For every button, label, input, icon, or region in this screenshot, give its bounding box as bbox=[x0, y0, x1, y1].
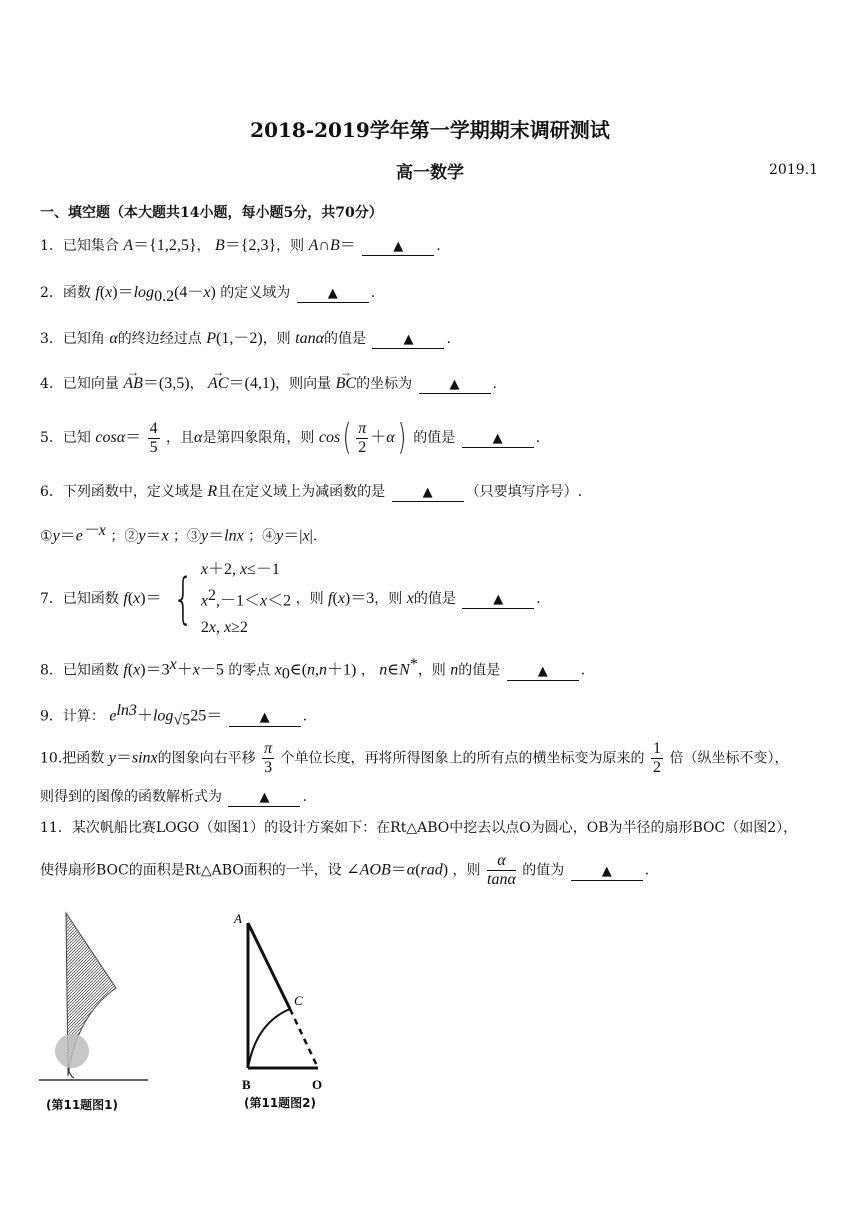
figure-1-caption: (第11题图1) bbox=[46, 1098, 119, 1112]
answer-blank-4[interactable]: ▲ bbox=[419, 377, 491, 394]
answer-blank-10[interactable]: ▲ bbox=[228, 790, 300, 807]
answer-blank-5[interactable]: ▲ bbox=[462, 431, 534, 448]
answer-blank-8[interactable]: ▲ bbox=[507, 664, 579, 681]
question-3: 3．已知角 α的终边经过点 P(1,－2)，则 tanα的值是 ▲ . bbox=[40, 330, 451, 347]
section-title: 一、填空题（本大题共14小题，每小题5分，共70分） bbox=[40, 205, 383, 221]
answer-blank-2[interactable]: ▲ bbox=[297, 286, 369, 303]
exam-subject: 高一数学 bbox=[396, 163, 464, 183]
answer-blank-7[interactable]: ▲ bbox=[462, 592, 534, 609]
label-c: C bbox=[294, 993, 303, 1008]
answer-blank-11[interactable]: ▲ bbox=[571, 864, 643, 881]
question-7: 7．已知函数 f(x)＝ { x＋2, x≤－1 $x^2,-1<x<2$ 2x, x≥2 ，则 f(x)＝3，则 x的值是 ▲ . bbox=[40, 561, 541, 636]
figure-2-triangle-diagram bbox=[228, 905, 338, 1095]
answer-blank-3[interactable]: ▲ bbox=[372, 332, 444, 349]
question-11: 11．某次帆船比赛LOGO（如图1）的设计方案如下：在Rt△ABO中挖去以点O为圆心，OB为半径的扇形BOC（如图2）， bbox=[40, 820, 798, 836]
label-b: B bbox=[242, 1077, 251, 1092]
question-1: 1．已知集合 A＝{1,2,5}， B＝{2,3}，则 A∩B＝ ▲ . bbox=[40, 237, 441, 254]
question-8: 8．已知函数 $f(x)=3^x+x-5$ 的零点 $x_0\in(n,n+1)$ ， n∈N*，则 n的值是 ▲ . bbox=[40, 656, 586, 683]
answer-blank-6[interactable]: ▲ bbox=[392, 485, 464, 502]
exam-title: 2018-2019学年第一学期期末调研测试 bbox=[250, 118, 610, 142]
question-10-line2: 则得到的图像的函数解析式为 ▲ . bbox=[40, 789, 307, 805]
question-9: 9．计算： $e^{ln3}+\log_{√5}25=$ ▲ . bbox=[40, 702, 308, 729]
figure-2-caption: (第11题图2) bbox=[244, 1096, 317, 1110]
figure-1-sail-logo bbox=[36, 908, 156, 1088]
answer-blank-9[interactable]: ▲ bbox=[229, 710, 301, 727]
question-10: 10.把函数 y＝sinx的图象向右平移 $\frac{\pi}{3}$ 个单位长度，再将所得图象上的所有点的横坐标变为原来的 $\frac{1}{2}$ 倍（纵坐标不变）， bbox=[40, 740, 789, 776]
label-o: O bbox=[312, 1077, 323, 1092]
question-6-options: $①y=e^{-x}$ ；②y＝x ；③y＝lnx ；④y＝|x|. bbox=[40, 522, 318, 545]
question-2: 2．函数 $f(x)=\log_{0.2}(4-x)$ 的定义域为 ▲ . bbox=[40, 284, 376, 305]
label-a: A bbox=[234, 911, 242, 926]
answer-blank-1[interactable]: ▲ bbox=[362, 239, 434, 256]
exam-date: 2019.1 bbox=[769, 162, 818, 178]
question-5: 5．已知 cosα＝ $\frac{4}{5}$ ，且α是第四象限角，则 cos( $\frac{\pi}{2}$ ＋α) 的值是 ▲ . bbox=[40, 417, 541, 458]
question-11-line2: 使得扇形BOC的面积是Rt△ABO面积的一半，设 ∠AOB＝α(rad) ，则 $\frac{\alpha}{\tan\alpha}$ 的值为 ▲ . bbox=[40, 852, 650, 888]
question-4: 4．已知向量 → AB＝(3,5)， → AC＝(4,1)，则向量 → BC的坐标为 ▲ . bbox=[40, 374, 497, 394]
question-6: 6．下列函数中，定义域是 R且在定义域上为减函数的是 ▲ （只要填写序号）. bbox=[40, 483, 583, 500]
